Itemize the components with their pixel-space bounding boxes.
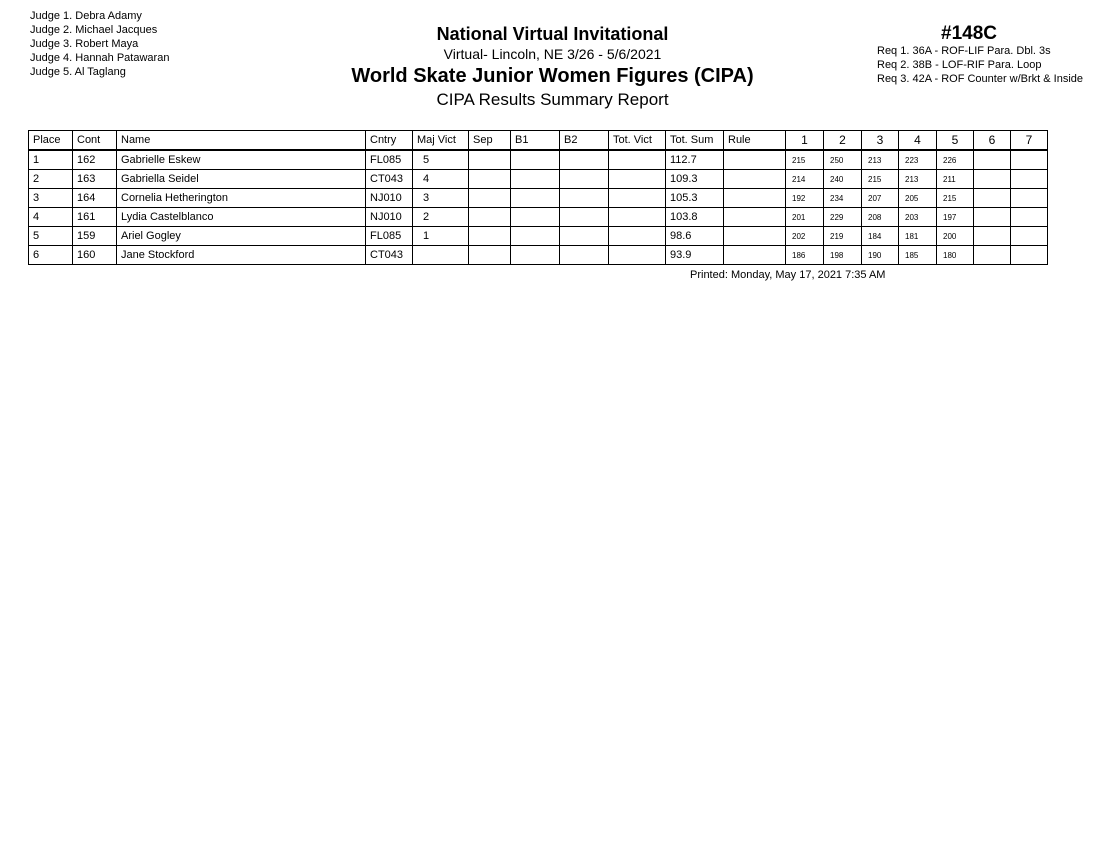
event-title: National Virtual Invitational: [436, 24, 669, 44]
b1-cell: [511, 246, 560, 265]
judge-score-cell: [974, 208, 1011, 227]
b2-cell: [560, 170, 609, 189]
sep-cell: [469, 227, 511, 246]
judge: Judge 3. Robert Maya: [30, 38, 139, 50]
results-table: [28, 130, 1048, 265]
table-row: [29, 246, 1048, 265]
judge-score-cell: 208: [862, 208, 899, 227]
judge-score-cell: 213: [899, 170, 937, 189]
judge-score-cell: [1011, 150, 1048, 170]
table-row: [29, 208, 1048, 227]
club-code-cell: NJ010: [366, 208, 413, 227]
judge-score-cell: 234: [824, 189, 862, 208]
rule-cell: [724, 246, 786, 265]
report-title: CIPA Results Summary Report: [436, 90, 669, 109]
club-code-cell: NJ010: [366, 189, 413, 208]
contestant-number-cell: 164: [73, 189, 117, 208]
requirement: Req 3. 42A - ROF Counter w/Brkt & Inside: [877, 73, 1084, 85]
contestant-number-cell: 159: [73, 227, 117, 246]
judge-score-cell: 205: [899, 189, 937, 208]
judge-score-cell: 202: [786, 227, 824, 246]
rule-cell: [724, 227, 786, 246]
column-header: 7: [1011, 131, 1048, 151]
rule-cell: [724, 208, 786, 227]
tot-vict-cell: [609, 170, 666, 189]
place-cell: 5: [29, 227, 73, 246]
tot-vict-cell: [609, 150, 666, 170]
column-header: 6: [974, 131, 1011, 151]
judge-score-cell: [1011, 227, 1048, 246]
contestant-number-cell: 163: [73, 170, 117, 189]
judge-score-cell: 184: [862, 227, 899, 246]
judge-score-cell: 198: [824, 246, 862, 265]
judge-score-cell: 226: [937, 150, 974, 170]
column-header: Rule: [724, 131, 786, 151]
b2-cell: [560, 208, 609, 227]
judge-score-cell: 250: [824, 150, 862, 170]
column-header: Sep: [469, 131, 511, 151]
requirement: Req 2. 38B - LOF-RIF Para. Loop: [877, 59, 1042, 71]
rule-cell: [724, 189, 786, 208]
judge-score-cell: 223: [899, 150, 937, 170]
judge: Judge 5. Al Taglang: [30, 66, 126, 78]
column-header: B1: [511, 131, 560, 151]
judge-score-cell: 190: [862, 246, 899, 265]
judge-score-cell: 211: [937, 170, 974, 189]
column-header: Cntry: [366, 131, 413, 151]
judge-score-cell: [1011, 170, 1048, 189]
event-location: Virtual- Lincoln, NE 3/26 - 5/6/2021: [443, 46, 662, 62]
tot-sum-cell: 105.3: [666, 189, 724, 208]
sep-cell: [469, 189, 511, 208]
judge-score-cell: 207: [862, 189, 899, 208]
column-header: Tot. Sum: [666, 131, 724, 151]
sep-cell: [469, 170, 511, 189]
judge-score-cell: [1011, 246, 1048, 265]
place-cell: 2: [29, 170, 73, 189]
judge-score-cell: [974, 189, 1011, 208]
column-header: 1: [786, 131, 824, 151]
judge-score-cell: 215: [862, 170, 899, 189]
maj-vict-cell: 2: [413, 208, 469, 227]
requirement: Req 1. 36A - ROF-LIF Para. Dbl. 3s: [877, 45, 1051, 57]
b2-cell: [560, 189, 609, 208]
tot-vict-cell: [609, 227, 666, 246]
judge-score-cell: 215: [937, 189, 974, 208]
contestant-number-cell: 162: [73, 150, 117, 170]
judge-score-cell: 181: [899, 227, 937, 246]
column-header: Place: [29, 131, 73, 151]
maj-vict-cell: 1: [413, 227, 469, 246]
tot-sum-cell: 109.3: [666, 170, 724, 189]
judge-score-cell: 197: [937, 208, 974, 227]
place-cell: 1: [29, 150, 73, 170]
printed-timestamp: Printed: Monday, May 17, 2021 7:35 AM: [690, 269, 886, 281]
tot-sum-cell: 112.7: [666, 150, 724, 170]
category-title: World Skate Junior Women Figures (CIPA): [351, 65, 754, 87]
club-code-cell: CT043: [366, 170, 413, 189]
maj-vict-cell: 3: [413, 189, 469, 208]
place-cell: 6: [29, 246, 73, 265]
skater-name-cell: Gabrielle Eskew: [117, 150, 366, 170]
rule-cell: [724, 150, 786, 170]
b2-cell: [560, 150, 609, 170]
table-row: [29, 227, 1048, 246]
tot-sum-cell: 93.9: [666, 246, 724, 265]
sep-cell: [469, 150, 511, 170]
judge-score-cell: 215: [786, 150, 824, 170]
judge-score-cell: 200: [937, 227, 974, 246]
column-header: Name: [117, 131, 366, 151]
rule-cell: [724, 170, 786, 189]
b1-cell: [511, 227, 560, 246]
b1-cell: [511, 208, 560, 227]
skater-name-cell: Ariel Gogley: [117, 227, 366, 246]
skater-name-cell: Lydia Castelblanco: [117, 208, 366, 227]
sep-cell: [469, 246, 511, 265]
sep-cell: [469, 208, 511, 227]
contestant-number-cell: 160: [73, 246, 117, 265]
b1-cell: [511, 189, 560, 208]
judge: Judge 4. Hannah Patawaran: [30, 52, 170, 64]
table-row: [29, 189, 1048, 208]
tot-vict-cell: [609, 208, 666, 227]
requirements-block: [877, 24, 1083, 86]
club-code-cell: CT043: [366, 246, 413, 265]
column-header: 3: [862, 131, 899, 151]
tot-sum-cell: 98.6: [666, 227, 724, 246]
judge: Judge 2. Michael Jacques: [30, 24, 158, 36]
club-code-cell: FL085: [366, 227, 413, 246]
tot-sum-cell: 103.8: [666, 208, 724, 227]
skater-name-cell: Jane Stockford: [117, 246, 366, 265]
judge-score-cell: 201: [786, 208, 824, 227]
maj-vict-cell: [413, 246, 469, 265]
judge-score-cell: [974, 150, 1011, 170]
report-header: [300, 24, 805, 111]
maj-vict-cell: 4: [413, 170, 469, 189]
club-code-cell: FL085: [366, 150, 413, 170]
maj-vict-cell: 5: [413, 150, 469, 170]
judge-score-cell: [1011, 189, 1048, 208]
skater-name-cell: Cornelia Hetherington: [117, 189, 366, 208]
judge-score-cell: [974, 246, 1011, 265]
judge-score-cell: 213: [862, 150, 899, 170]
judge-score-cell: 192: [786, 189, 824, 208]
tot-vict-cell: [609, 189, 666, 208]
table-row: [29, 150, 1048, 170]
event-number: #148C: [941, 23, 997, 44]
place-cell: 3: [29, 189, 73, 208]
column-header: 2: [824, 131, 862, 151]
column-header: 5: [937, 131, 974, 151]
b1-cell: [511, 150, 560, 170]
judge-score-cell: [1011, 208, 1048, 227]
judge-score-cell: 214: [786, 170, 824, 189]
judge-score-cell: [974, 227, 1011, 246]
judges-list: [30, 9, 169, 79]
column-header: Maj Vict: [413, 131, 469, 151]
contestant-number-cell: 161: [73, 208, 117, 227]
column-header: Tot. Vict: [609, 131, 666, 151]
judge-score-cell: 186: [786, 246, 824, 265]
judge-score-cell: 229: [824, 208, 862, 227]
judge-score-cell: 219: [824, 227, 862, 246]
judge-score-cell: 185: [899, 246, 937, 265]
judge-score-cell: [974, 170, 1011, 189]
column-header: Cont: [73, 131, 117, 151]
b2-cell: [560, 246, 609, 265]
judge: Judge 1. Debra Adamy: [30, 10, 142, 22]
judge-score-cell: 240: [824, 170, 862, 189]
place-cell: 4: [29, 208, 73, 227]
table-row: [29, 170, 1048, 189]
column-header: B2: [560, 131, 609, 151]
skater-name-cell: Gabriella Seidel: [117, 170, 366, 189]
b1-cell: [511, 170, 560, 189]
judge-score-cell: 180: [937, 246, 974, 265]
column-header: 4: [899, 131, 937, 151]
judge-score-cell: 203: [899, 208, 937, 227]
b2-cell: [560, 227, 609, 246]
tot-vict-cell: [609, 246, 666, 265]
